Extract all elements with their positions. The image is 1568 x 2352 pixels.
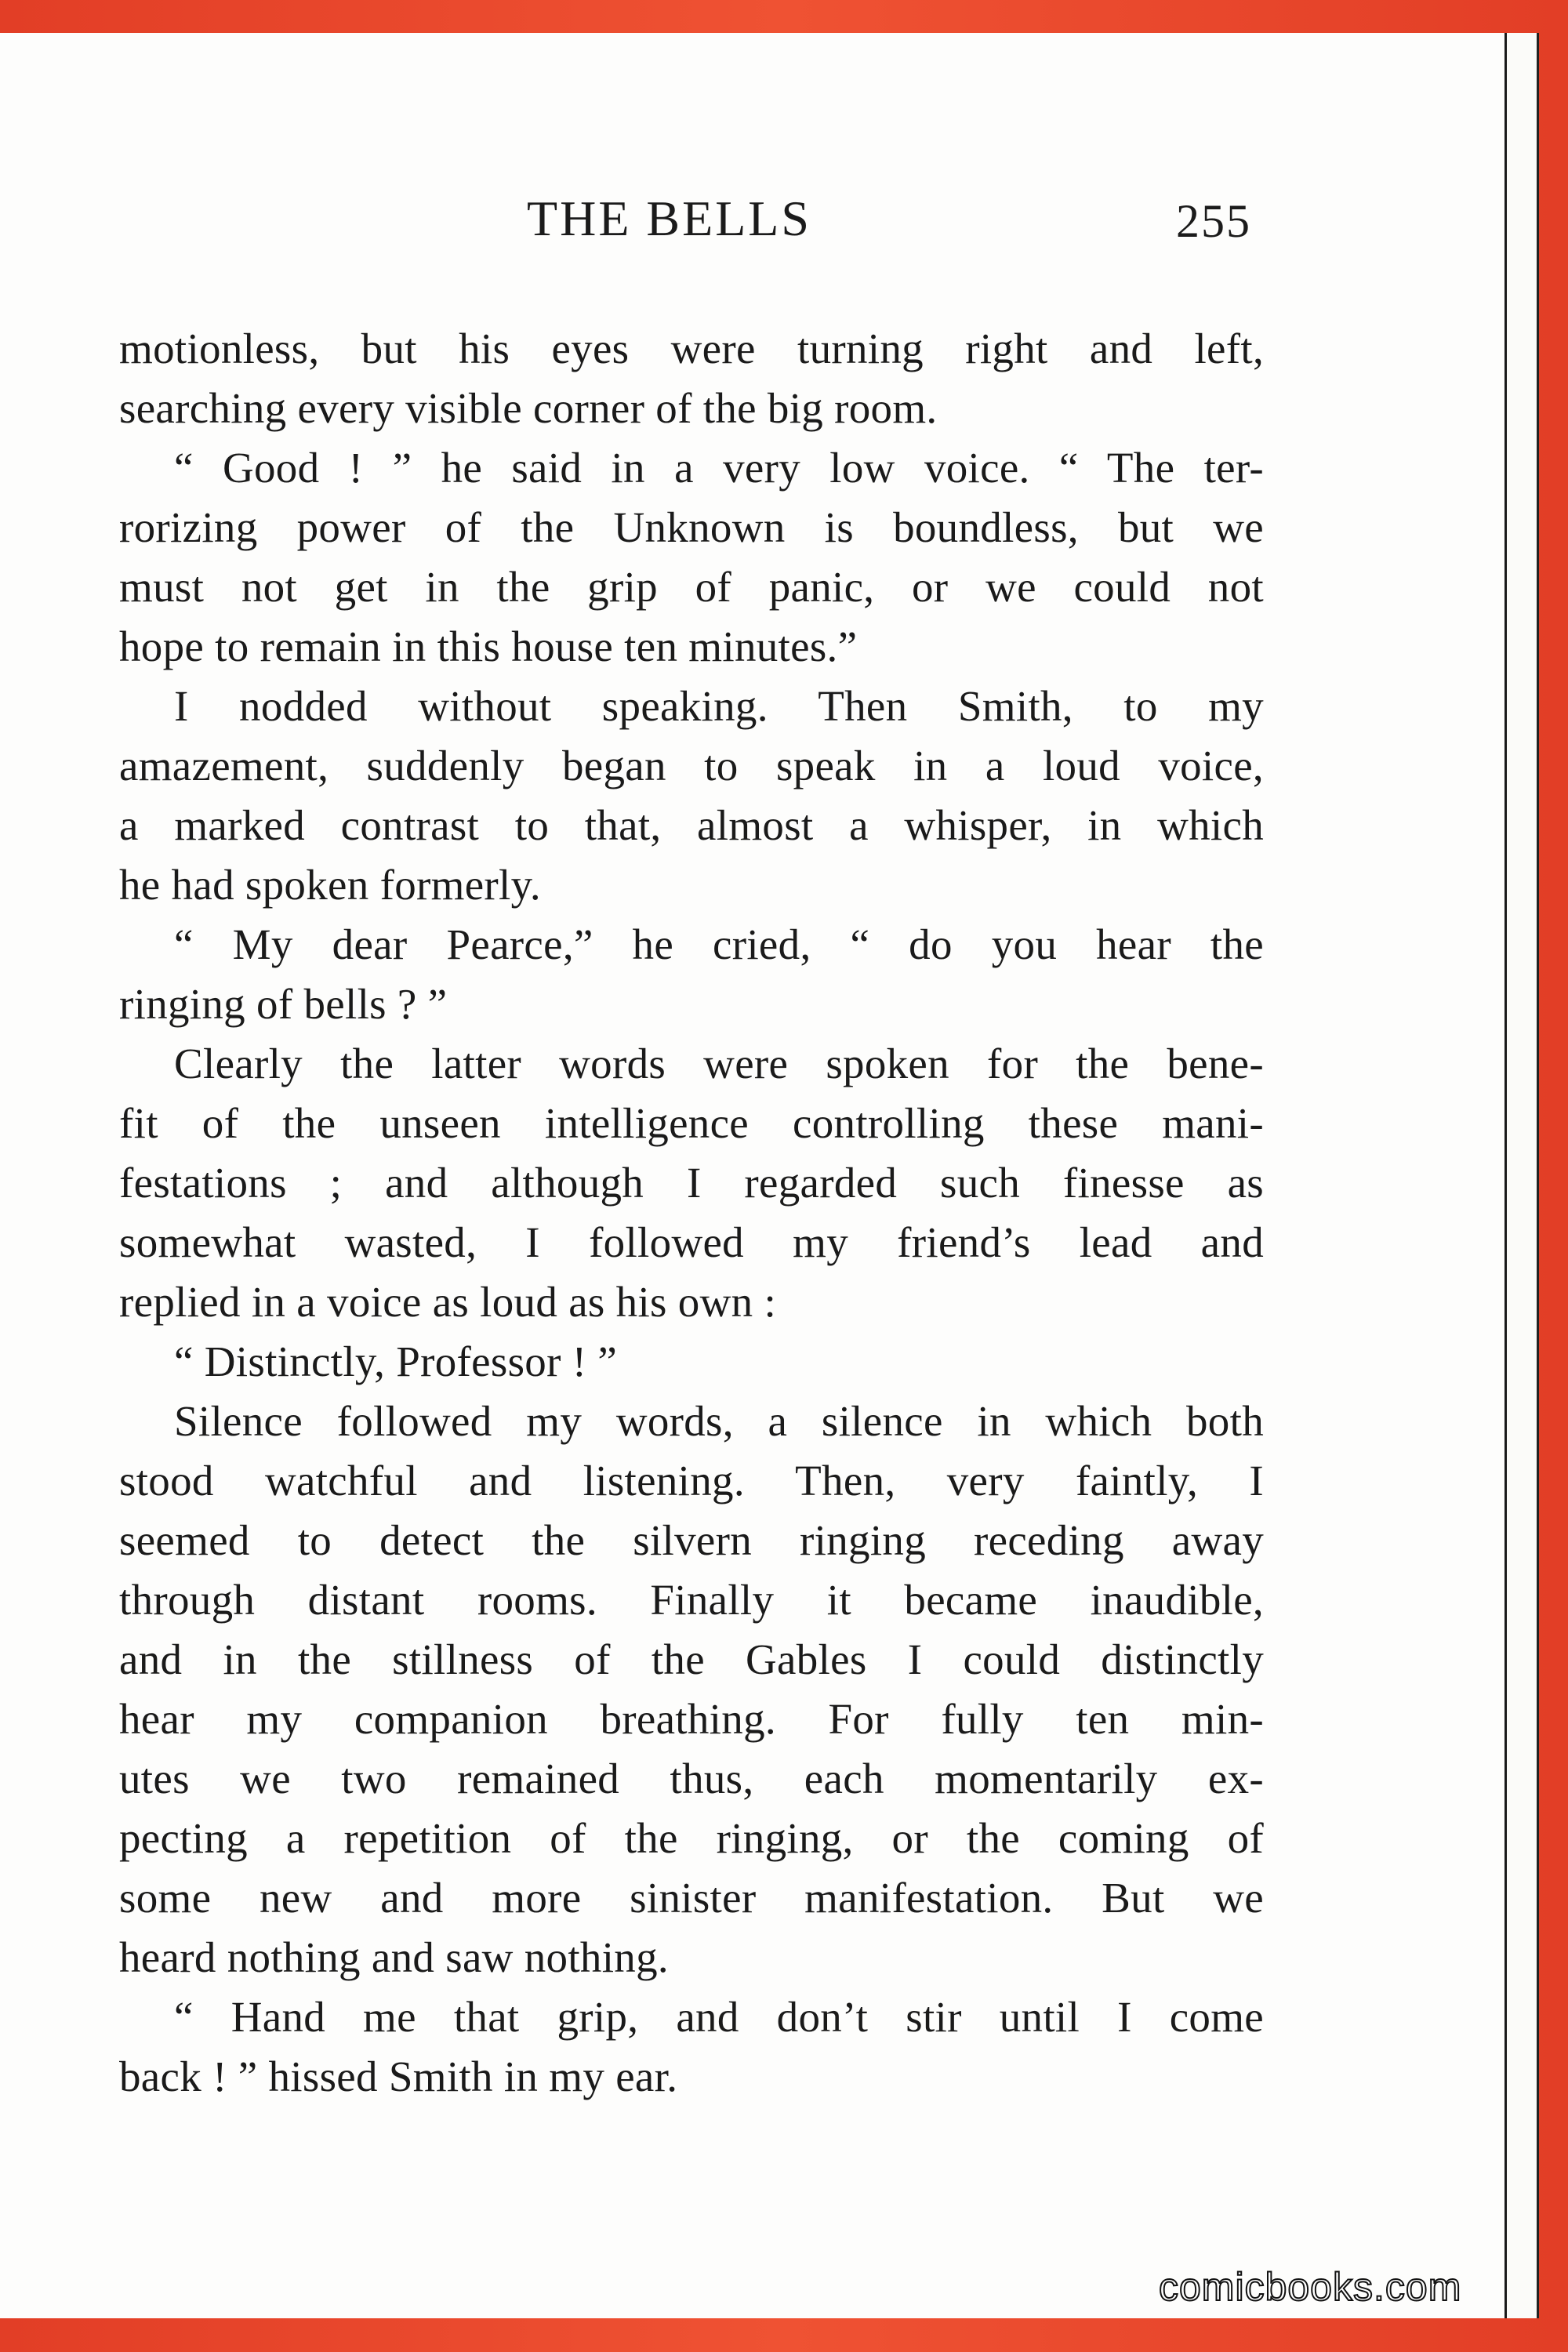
text-line: searching every visible corner of the big room. <box>119 384 938 432</box>
text-line: “ Distinctly, Professor ! ” <box>174 1338 618 1385</box>
text-line: rorizing power of the Unknown is boundless, but we <box>119 503 1264 551</box>
text-line: back ! ” hissed Smith in my ear. <box>119 2053 678 2100</box>
text-line: “ My dear Pearce,” he cried, “ do you hear the <box>174 920 1264 968</box>
watermark-text: comicbooks.com <box>1159 2265 1462 2309</box>
running-head <box>0 190 1507 260</box>
page-number: 255 <box>1176 195 1251 247</box>
book-page <box>0 33 1507 2318</box>
text-line: and in the stillness of the Gables I could distinctly <box>119 1635 1264 1683</box>
text-line: motionless, but his eyes were turning right and left, <box>119 325 1264 372</box>
running-title: THE BELLS <box>527 191 811 246</box>
text-line: hear my companion breathing. For fully ten min- <box>119 1695 1264 1743</box>
text-line: somewhat wasted, I followed my friend’s lead and <box>119 1218 1264 1266</box>
text-line: through distant rooms. Finally it became inaudible, <box>119 1576 1264 1624</box>
text-line: ringing of bells ? ” <box>119 980 448 1028</box>
text-line: some new and more sinister manifestation. But we <box>119 1874 1264 1922</box>
text-line: hope to remain in this house ten minutes.” <box>119 622 858 670</box>
text-line: fit of the unseen intelligence controlling these mani- <box>119 1099 1264 1147</box>
text-line: Silence followed my words, a silence in which both <box>174 1397 1264 1445</box>
text-line: heard nothing and saw nothing. <box>119 1933 669 1981</box>
text-line: a marked contrast to that, almost a whisper, in which <box>119 801 1264 849</box>
text-line: utes we two remained thus, each momentarily ex- <box>119 1755 1264 1802</box>
text-line: I nodded without speaking. Then Smith, to my <box>174 682 1264 730</box>
text-line: “ Good ! ” he said in a very low voice. “ The ter- <box>174 444 1264 492</box>
text-line: festations ; and although I regarded such finesse as <box>119 1159 1264 1207</box>
body-text <box>119 319 1264 2107</box>
text-line: he had spoken formerly. <box>119 861 541 909</box>
text-line: “ Hand me that grip, and don’t stir until I come <box>174 1993 1264 2041</box>
text-line: replied in a voice as loud as his own : <box>119 1278 777 1326</box>
text-line: pecting a repetition of the ringing, or the coming of <box>119 1814 1264 1862</box>
text-line: must not get in the grip of panic, or we could not <box>119 563 1264 611</box>
text-line: stood watchful and listening. Then, very faintly, I <box>119 1457 1264 1504</box>
text-line: amazement, suddenly began to speak in a loud voice, <box>119 742 1264 789</box>
text-line: Clearly the latter words were spoken for the bene- <box>174 1040 1264 1087</box>
text-line: seemed to detect the silvern ringing receding away <box>119 1516 1264 1564</box>
